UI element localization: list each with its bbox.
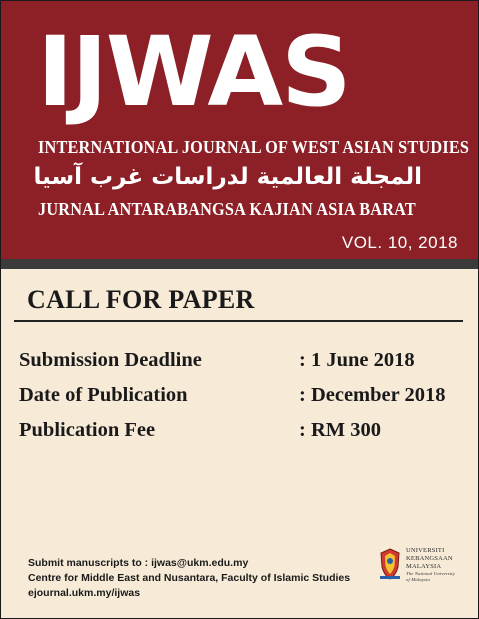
submission-footer [28,556,350,601]
journal-website-link[interactable]: ejournal.ukm.my/ijwas [28,587,141,599]
journal-title-english: INTERNATIONAL JOURNAL OF WEST ASIAN STUDIES [38,137,470,157]
ukm-logo [378,545,458,590]
journal-header [1,1,478,259]
info-row-submission-deadline [19,349,469,379]
call-for-paper-heading: CALL FOR PAPER [27,285,255,314]
info-row-date-of-publication [19,384,469,414]
header-divider [1,259,478,269]
info-label: Date of Publication [19,384,188,406]
ukm-crest-icon [378,547,402,581]
journal-title-arabic: المجلة العالمية لدراسات غرب آسيا [33,164,422,190]
info-value: : RM 300 [299,419,381,441]
volume-label: VOL. 10, 2018 [341,233,458,252]
info-label: Publication Fee [19,419,156,441]
journal-title-malay: JURNAL ANTARABANGSA KAJIAN ASIA BARAT [38,199,416,219]
ukm-name: UNIVERSITI KEBANGSAAN MALAYSIA The National University of Malaysia [406,547,456,582]
centre-faculty-line: Centre for Middle East and Nusantara, Faculty of Islamic Studies [28,572,351,584]
info-row-publication-fee [19,419,469,449]
info-value: : 1 June 2018 [299,349,415,371]
info-label: Submission Deadline [19,349,202,371]
submit-email-line[interactable]: Submit manuscripts to : ijwas@ukm.edu.my [28,557,249,569]
heading-underline [14,320,463,322]
info-value: : December 2018 [299,384,446,406]
journal-logo: IJWAS [37,16,350,128]
